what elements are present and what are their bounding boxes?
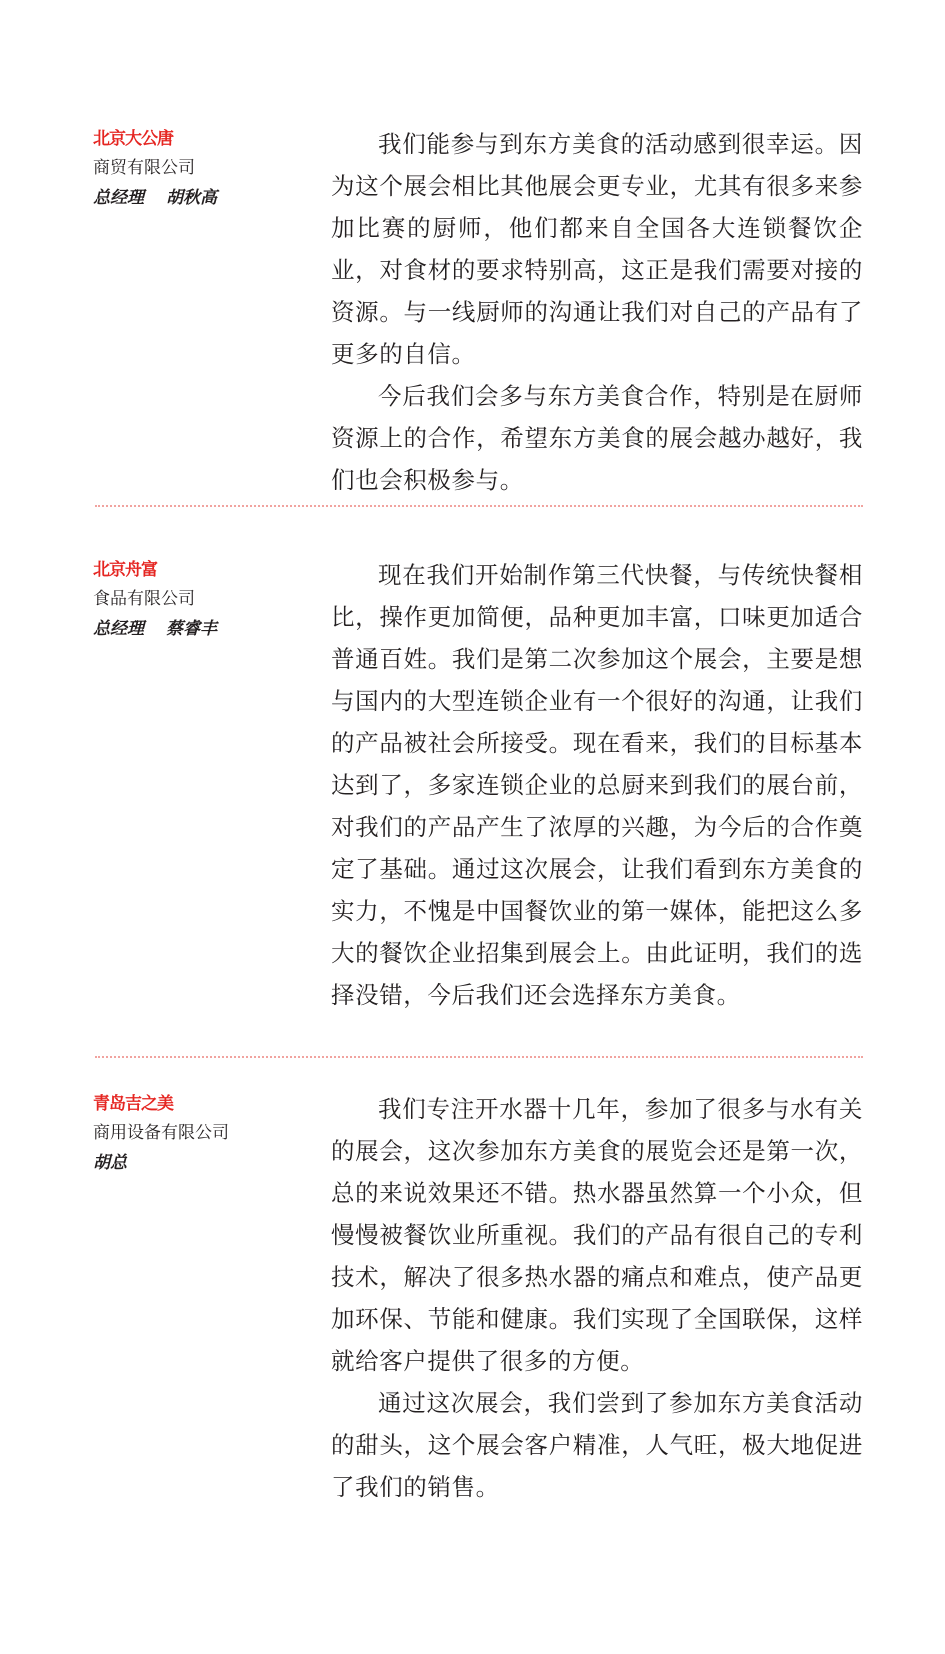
testimonial-body (331, 554, 863, 1016)
company-name: 北京舟富 (93, 560, 157, 580)
company-suffix: 商用设备有限公司 (93, 1123, 229, 1143)
testimonial-paragraph: 通过这次展会，我们尝到了参加东方美食活动的甜头，这个展会客户精准，人气旺，极大地促进了我们的销售。 (331, 1389, 863, 1501)
company-name: 青岛吉之美 (93, 1094, 173, 1114)
company-suffix: 食品有限公司 (93, 589, 195, 609)
divider (95, 505, 863, 507)
divider (95, 1056, 863, 1058)
testimonial-body (331, 1088, 863, 1508)
testimonial-paragraph: 今后我们会多与东方美食合作，特别是在厨师资源上的合作，希望东方美食的展会越办越好，我们也会积极参与。 (331, 382, 863, 494)
company-suffix: 商贸有限公司 (93, 158, 195, 178)
person-name: 胡总 (93, 1153, 127, 1173)
person-credit (93, 183, 313, 213)
person-name: 蔡睿丰 (166, 619, 217, 639)
testimonial-sidebar (93, 1090, 313, 1178)
testimonial-sidebar (93, 125, 313, 213)
person-credit (93, 614, 313, 644)
person-credit (93, 1148, 313, 1178)
testimonial-sidebar (93, 556, 313, 644)
company-name: 北京大公唐 (93, 129, 173, 149)
testimonial-paragraph: 现在我们开始制作第三代快餐，与传统快餐相比，操作更加简便，品种更加丰富，口味更加适合普通百姓。我们是第二次参加这个展会，主要是想与国内的大型连锁企业有一个很好的沟通，让我们的产品被社会所接受。现在看来，我们的目标基本达到了，多家连锁企业的总厨来到我们的展台前，对我们的产品产生了浓厚的兴趣，为今后的合作奠定了基础。通过这次展会，让我们看到东方美食的实力，不愧是中国餐饮业的第一媒体，能把这么多大的餐饮企业招集到展会上。由此证明，我们的选择没错，今后我们还会选择东方美食。 (331, 561, 863, 1009)
person-name: 胡秋高 (166, 188, 217, 208)
person-title: 总经理 (93, 619, 144, 639)
testimonial-body (331, 123, 863, 501)
testimonial-paragraph: 我们专注开水器十几年，参加了很多与水有关的展会，这次参加东方美食的展览会还是第一次，总的来说效果还不错。热水器虽然算一个小众，但慢慢被餐饮业所重视。我们的产品有很自己的专利技术，解决了很多热水器的痛点和难点，使产品更加环保、节能和健康。我们实现了全国联保，这样就给客户提供了很多的方便。 (331, 1095, 863, 1375)
testimonial-paragraph: 我们能参与到东方美食的活动感到很幸运。因为这个展会相比其他展会更专业，尤其有很多来参加比赛的厨师，他们都来自全国各大连锁餐饮企业，对食材的要求特别高，这正是我们需要对接的资源。与一线厨师的沟通让我们对自己的产品有了更多的自信。 (331, 130, 863, 368)
person-title: 总经理 (93, 188, 144, 208)
